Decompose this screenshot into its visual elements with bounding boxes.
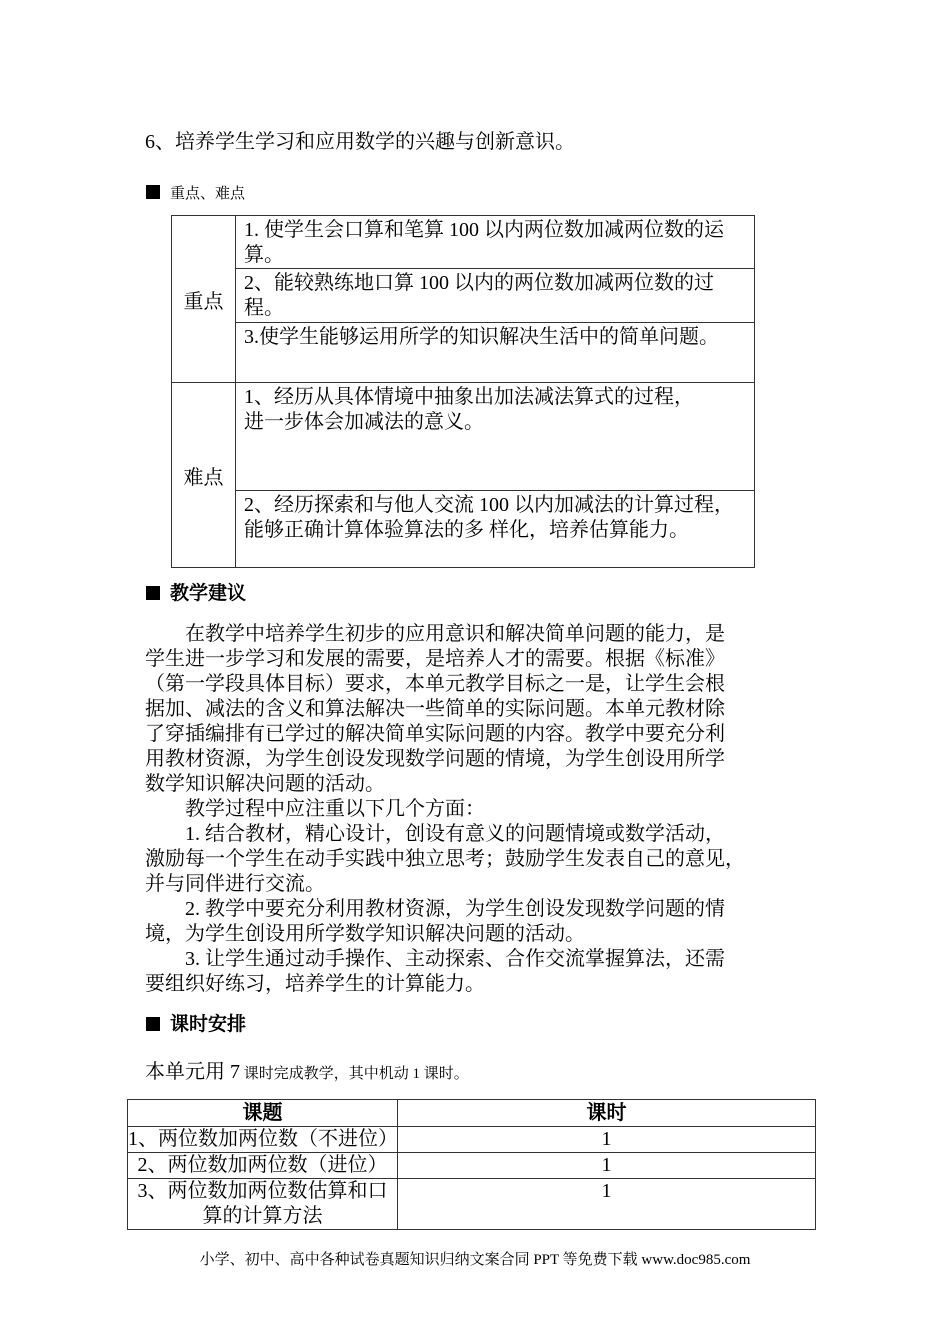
focus-item: 1. 使学生会口算和笔算 100 以内两位数加减两位数的运算。 xyxy=(236,216,755,269)
table-row xyxy=(128,1179,816,1230)
table-row xyxy=(128,1127,816,1153)
focus-item: 3.使学生能够运用所学的知识解决生活中的简单问题。 xyxy=(236,323,755,383)
topic-cell: 1、两位数加两位数（不进位） xyxy=(128,1127,398,1153)
footer: 小学、初中、高中各种试卷真题知识归纳文案合同 PPT 等免费下载 www.doc985.com xyxy=(199,1252,751,1268)
focus-label: 重点 xyxy=(172,216,236,383)
schedule-heading xyxy=(146,1013,950,1037)
paragraph-line: 了穿插编排有已学过的解决简单实际问题的内容。教学中要充分利 xyxy=(145,723,725,745)
paragraph-line: （第一学段具体目标）要求，本单元教学目标之一是，让学生会根 xyxy=(145,673,725,695)
topic-cell: 3、两位数加两位数估算和口算的计算方法 xyxy=(128,1179,398,1230)
schedule-table xyxy=(127,1099,816,1230)
schedule-title: 课时安排 xyxy=(170,1014,247,1035)
hours-cell: 1 xyxy=(398,1179,816,1230)
key-points-heading xyxy=(146,184,950,204)
topic-cell: 2、两位数加两位数（进位） xyxy=(128,1153,398,1179)
header-topic: 课题 xyxy=(128,1100,398,1127)
key-points-table xyxy=(171,215,755,568)
schedule-intro xyxy=(145,1059,950,1087)
paragraph-line: 教学过程中应注重以下几个方面： xyxy=(145,798,485,820)
teaching-advice-body xyxy=(145,622,950,997)
hours-cell: 1 xyxy=(398,1127,816,1153)
teaching-advice-heading xyxy=(146,582,950,606)
paragraph-line: 境，为学生创设用所学数学知识解决问题的活动。 xyxy=(145,923,585,945)
hours-cell: 1 xyxy=(398,1153,816,1179)
schedule-intro-main: 本单元用 7 xyxy=(145,1061,240,1083)
paragraph-line: 据加、减法的含义和算法解决一些简单的实际问题。本单元教材除 xyxy=(145,698,725,720)
paragraph-line: 激励每一个学生在动手实践中独立思考；鼓励学生发表自己的意见， xyxy=(145,848,745,870)
teaching-advice-title: 教学建议 xyxy=(170,583,247,604)
paragraph-line: 并与同伴进行交流。 xyxy=(145,873,325,895)
square-bullet-icon xyxy=(146,185,160,199)
difficulty-item: 2、经历探索和与他人交流 100 以内加减法的计算过程，能够正确计算体验算法的多 样化，培养估算能力。 xyxy=(236,491,755,568)
paragraph-line: 在教学中培养学生初步的应用意识和解决简单问题的能力，是 xyxy=(145,623,725,645)
square-bullet-icon xyxy=(146,1017,160,1031)
paragraph-line: 2. 教学中要充分利用教材资源，为学生创设发现数学问题的情 xyxy=(145,898,725,920)
objective-6: 6、培养学生学习和应用数学的兴趣与创新意识。 xyxy=(145,131,575,153)
square-bullet-icon xyxy=(146,586,160,600)
focus-item: 2、能较熟练地口算 100 以内的两位数加减两位数的过程。 xyxy=(236,269,755,323)
paragraph-line: 3. 让学生通过动手操作、主动探索、合作交流掌握算法，还需 xyxy=(145,948,725,970)
paragraph-line: 学生进一步学习和发展的需要，是培养人才的需要。根据《标准》 xyxy=(145,648,725,670)
paragraph-line: 1. 结合教材，精心设计，创设有意义的问题情境或数学活动， xyxy=(145,823,725,845)
key-points-title: 重点、难点 xyxy=(170,186,246,202)
schedule-intro-rest: 课时完成教学，其中机动 1 课时。 xyxy=(240,1066,469,1082)
table-row xyxy=(128,1153,816,1179)
paragraph-line: 要组织好练习，培养学生的计算能力。 xyxy=(145,973,485,995)
paragraph-line: 用教材资源，为学生创设发现数学问题的情境，为学生创设用所学 xyxy=(145,748,725,770)
difficulty-item: 1、经历从具体情境中抽象出加法减法算式的过程，进一步体会加减法的意义。 xyxy=(236,383,755,491)
paragraph-line: 数学知识解决问题的活动。 xyxy=(145,773,385,795)
header-hours: 课时 xyxy=(398,1100,816,1127)
difficulty-label: 难点 xyxy=(172,383,236,568)
